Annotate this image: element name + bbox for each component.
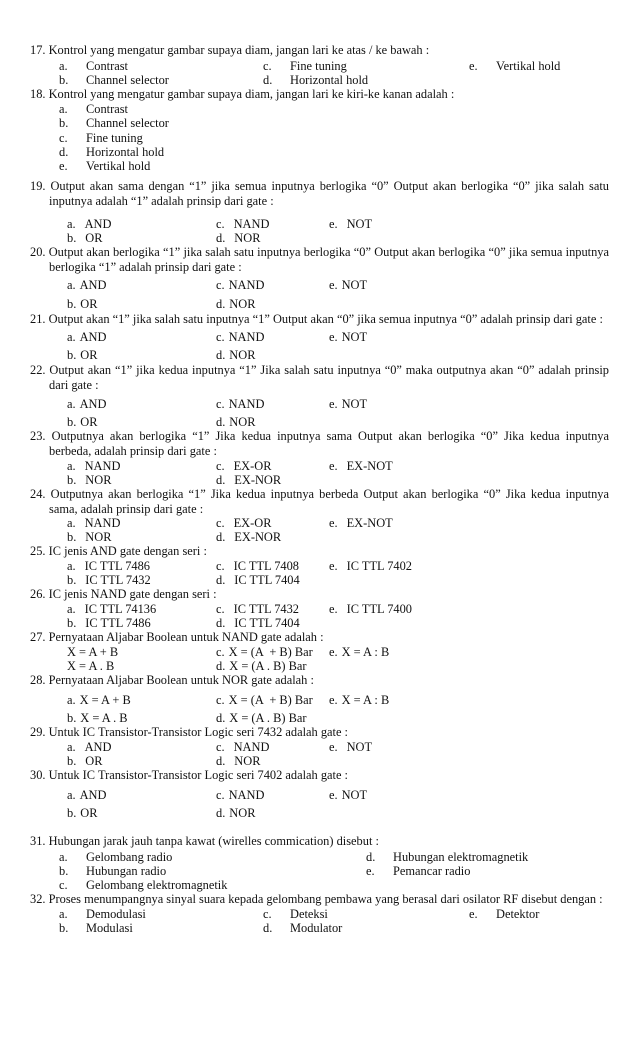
option-text: Hubungan radio (86, 864, 167, 878)
option-text: X = A : B (341, 693, 390, 707)
option-text: NOR (85, 530, 112, 544)
question-number: 23. (30, 429, 46, 443)
answer-option (469, 59, 560, 73)
answer-option (67, 330, 106, 344)
answer-option (329, 278, 367, 292)
option-letter: e. (329, 602, 338, 616)
answer-option (59, 116, 169, 130)
option-letter: c. (216, 217, 225, 231)
answer-option (67, 806, 98, 820)
option-text: Pemancar radio (393, 864, 471, 878)
option-letter: b. (59, 864, 69, 878)
option-letter: a. (67, 693, 76, 707)
answer-option (263, 59, 347, 73)
answer-option (216, 415, 255, 429)
option-letter: d. (216, 473, 226, 487)
option-letter: e. (329, 693, 338, 707)
option-letter: a. (67, 278, 76, 292)
answer-option (59, 878, 227, 892)
question-text: Output akan sama dengan “1” jika semua inputnya berlogika “0” Output akan berlogika “0” jika salah satu inputnya adalah “1” adalah prinsip dari gate : (49, 179, 609, 208)
option-text: NOR (234, 754, 261, 768)
option-letter: e. (329, 459, 338, 473)
option-text: IC TTL 74136 (84, 602, 157, 616)
option-letter: b. (67, 616, 77, 630)
answer-option (59, 907, 146, 921)
answer-option (216, 559, 299, 573)
option-text: AND (79, 330, 107, 344)
option-text: IC TTL 7400 (346, 602, 412, 616)
option-text: NOT (341, 788, 368, 802)
option-text: NOR (229, 297, 256, 311)
option-text: Contrast (86, 59, 128, 73)
option-letter: a. (67, 602, 76, 616)
answer-option (366, 850, 528, 864)
question-32 (30, 892, 609, 907)
option-letter: e. (366, 864, 375, 878)
option-letter: b. (59, 116, 69, 130)
option-text: Channel selector (86, 73, 169, 87)
option-text: Hubungan elektromagnetik (393, 850, 529, 864)
option-letter: d. (216, 348, 226, 362)
answer-option (216, 330, 264, 344)
question-text: Hubungan jarak jauh tanpa kawat (wirelles commication) disebut : (48, 834, 379, 848)
option-text: Modulasi (86, 921, 133, 935)
option-text: IC TTL 7432 (233, 602, 299, 616)
option-text: NAND (228, 788, 265, 802)
option-text: EX-OR (233, 459, 272, 473)
answer-option (216, 530, 281, 544)
option-letter: a. (67, 559, 76, 573)
option-letter: e. (329, 330, 338, 344)
option-letter: e. (329, 217, 338, 231)
option-letter: b. (67, 231, 77, 245)
option-letter: b. (67, 711, 77, 725)
option-letter: a. (67, 788, 76, 802)
option-text: AND (84, 740, 112, 754)
answer-option (59, 145, 164, 159)
answer-option (216, 711, 307, 725)
option-letter: d. (263, 73, 273, 87)
option-text: NAND (233, 217, 270, 231)
question-number: 19. (30, 179, 46, 193)
answer-option (216, 806, 255, 820)
option-letter: d. (216, 297, 226, 311)
answer-option (216, 231, 260, 245)
option-text: EX-OR (233, 516, 272, 530)
option-text: NOT (341, 278, 368, 292)
question-text: IC jenis NAND gate dengan seri : (48, 587, 217, 601)
option-text: NOR (229, 806, 256, 820)
option-letter: c. (216, 602, 225, 616)
answer-option (216, 740, 269, 754)
option-letter: b. (67, 415, 77, 429)
option-text: X = A : B (341, 645, 390, 659)
question-number: 25. (30, 544, 46, 558)
answer-option (329, 602, 412, 616)
question-text: Proses menumpangnya sinyal suara kepada gelombang pembawa yang berasal dari osilator RF disebut dengan : (48, 892, 603, 906)
option-text: X = (A . B) Bar (229, 711, 307, 725)
option-text: X = A . B (80, 711, 128, 725)
option-letter: d. (216, 806, 226, 820)
option-text: NAND (84, 459, 121, 473)
question-text: Pernyataan Aljabar Boolean untuk NAND gate adalah : (48, 630, 324, 644)
option-text: OR (80, 415, 98, 429)
option-letter: c. (216, 559, 225, 573)
question-22 (30, 363, 609, 393)
answer-option (366, 864, 470, 878)
answer-option (67, 397, 106, 411)
question-number: 31. (30, 834, 46, 848)
answer-option (216, 217, 269, 231)
option-letter: a. (59, 102, 68, 116)
answer-option (263, 73, 368, 87)
answer-option (216, 616, 300, 630)
answer-option (67, 530, 111, 544)
option-letter: c. (216, 459, 225, 473)
option-letter: a. (59, 907, 68, 921)
question-17 (30, 43, 609, 58)
answer-option (67, 711, 128, 725)
option-text: Vertikal hold (86, 159, 151, 173)
option-text: Contrast (86, 102, 128, 116)
answer-option (67, 278, 106, 292)
question-26 (30, 587, 609, 602)
question-number: 22. (30, 363, 46, 377)
option-letter: e. (329, 788, 338, 802)
answer-option (67, 231, 103, 245)
option-text: Gelombang radio (86, 850, 173, 864)
option-letter: d. (216, 711, 226, 725)
option-text: Horizontal hold (290, 73, 369, 87)
option-letter: b. (59, 921, 69, 935)
option-letter: c. (216, 330, 225, 344)
question-24 (30, 487, 609, 517)
option-text: Channel selector (86, 116, 169, 130)
answer-option (329, 788, 367, 802)
answer-option (67, 616, 151, 630)
answer-option (59, 102, 128, 116)
option-text: NAND (233, 740, 270, 754)
option-letter: a. (67, 217, 76, 231)
question-number: 24. (30, 487, 46, 501)
answer-option (67, 348, 98, 362)
option-text: AND (79, 397, 107, 411)
option-letter: a. (67, 459, 76, 473)
option-text: IC TTL 7432 (85, 573, 151, 587)
option-letter: e. (469, 907, 478, 921)
option-letter: c. (263, 907, 272, 921)
option-text: NOT (346, 740, 373, 754)
answer-option (59, 850, 172, 864)
question-text: Outputnya akan berlogika “1” Jika kedua inputnya sama Output akan berlogika “0” Jika kedua inputnya berbeda, adalah prinsip dari gate : (49, 429, 609, 458)
question-text: Kontrol yang mengatur gambar supaya diam, jangan lari ke atas / ke bawah : (48, 43, 430, 57)
answer-option (59, 921, 133, 935)
option-letter: d. (216, 530, 226, 544)
option-letter: c. (216, 278, 225, 292)
question-number: 28. (30, 673, 46, 687)
question-text: Untuk IC Transistor-Transistor Logic seri 7402 adalah gate : (48, 768, 349, 782)
option-text: OR (80, 297, 98, 311)
option-letter: e. (329, 740, 338, 754)
option-letter: d. (263, 921, 273, 935)
option-text: X = (A + B) Bar (228, 693, 313, 707)
option-letter: a. (67, 397, 76, 411)
answer-option (216, 459, 271, 473)
option-text: Fine tuning (86, 131, 143, 145)
option-text: Horizontal hold (86, 145, 165, 159)
option-letter: c. (216, 788, 225, 802)
option-letter: c. (216, 740, 225, 754)
question-text: Outputnya akan berlogika “1” Jika kedua inputnya berbeda Output akan berlogika “0” Jika kedua inputnya sama, adalah prinsip dari gate : (49, 487, 609, 516)
option-letter: b. (67, 473, 77, 487)
question-number: 26. (30, 587, 46, 601)
option-letter: e. (469, 59, 478, 73)
option-text: IC TTL 7408 (233, 559, 299, 573)
answer-option (329, 693, 389, 707)
option-letter: d. (216, 415, 226, 429)
question-number: 21. (30, 312, 46, 326)
answer-option (67, 693, 131, 707)
option-letter: c. (216, 516, 225, 530)
question-27 (30, 630, 609, 645)
question-number: 30. (30, 768, 46, 782)
answer-option (216, 278, 264, 292)
answer-option (329, 516, 393, 530)
question-text: Output akan “1” jika kedua inputnya “1” Jika salah satu inputnya “0” maka outputnya akan “0” adalah prinsip dari gate : (49, 363, 609, 392)
option-text: AND (79, 788, 107, 802)
option-letter: e. (329, 516, 338, 530)
option-letter: c. (216, 693, 225, 707)
option-letter: d. (366, 850, 376, 864)
answer-option (329, 217, 372, 231)
option-letter: c. (59, 131, 68, 145)
answer-option (59, 131, 143, 145)
question-31 (30, 834, 609, 849)
answer-option (67, 415, 98, 429)
question-30 (30, 768, 609, 783)
option-letter: e. (59, 159, 68, 173)
option-text: NOR (229, 415, 256, 429)
option-letter: a. (67, 516, 76, 530)
answer-option (216, 659, 307, 673)
answer-option (329, 559, 412, 573)
question-number: 29. (30, 725, 46, 739)
question-text: Kontrol yang mengatur gambar supaya diam, jangan lari ke kiri-ke kanan adalah : (48, 87, 455, 101)
option-letter: e. (329, 559, 338, 573)
option-text: Gelombang elektromagnetik (86, 878, 228, 892)
option-letter: a. (59, 59, 68, 73)
option-text: NAND (228, 330, 265, 344)
question-18 (30, 87, 609, 102)
answer-option (329, 740, 372, 754)
answer-option (59, 159, 150, 173)
option-text: Deteksi (290, 907, 328, 921)
option-text: EX-NOT (346, 459, 393, 473)
question-number: 27. (30, 630, 46, 644)
answer-option (67, 297, 98, 311)
answer-option (67, 473, 111, 487)
answer-option (67, 573, 151, 587)
option-text: Vertikal hold (496, 59, 561, 73)
answer-option (329, 459, 393, 473)
question-19 (30, 179, 609, 209)
answer-option (216, 693, 313, 707)
question-number: 32. (30, 892, 46, 906)
option-text: Modulator (290, 921, 343, 935)
option-text: OR (85, 231, 103, 245)
option-text: IC TTL 7404 (234, 573, 300, 587)
option-letter: c. (263, 59, 272, 73)
answer-option (216, 397, 264, 411)
question-text: Output akan “1” jika salah satu inputnya “1” Output akan “0” jika semua inputnya “0” adalah prinsip dari gate : (48, 312, 603, 326)
option-text: EX-NOR (234, 530, 282, 544)
answer-option (67, 740, 111, 754)
option-letter: a. (67, 330, 76, 344)
option-letter: c. (59, 878, 68, 892)
question-text: Pernyataan Aljabar Boolean untuk NOR gate adalah : (48, 673, 314, 687)
option-text: Fine tuning (290, 59, 347, 73)
option-letter: d. (59, 145, 69, 159)
answer-option (216, 516, 271, 530)
option-text: X = (A + B) Bar (228, 645, 313, 659)
option-text: EX-NOT (346, 516, 393, 530)
option-text: NOR (85, 473, 112, 487)
question-20 (30, 245, 609, 275)
option-text: OR (85, 754, 103, 768)
option-letter: d. (216, 573, 226, 587)
question-text: IC jenis AND gate dengan seri : (48, 544, 207, 558)
answer-option (216, 645, 313, 659)
question-29 (30, 725, 609, 740)
option-letter: e. (329, 645, 338, 659)
option-letter: c. (216, 645, 225, 659)
option-text: OR (80, 348, 98, 362)
option-letter: d. (216, 231, 226, 245)
option-letter: b. (59, 73, 69, 87)
answer-option (263, 907, 328, 921)
option-text: NOT (341, 397, 368, 411)
answer-option (216, 602, 299, 616)
option-text: X = A + B (67, 645, 119, 659)
answer-option (469, 907, 539, 921)
option-text: AND (79, 278, 107, 292)
option-text: Detektor (496, 907, 540, 921)
option-letter: d. (216, 754, 226, 768)
question-23 (30, 429, 609, 459)
option-text: X = (A . B) Bar (229, 659, 307, 673)
question-number: 17. (30, 43, 46, 57)
option-letter: a. (67, 740, 76, 754)
option-letter: c. (216, 397, 225, 411)
answer-option (216, 473, 281, 487)
option-letter: e. (329, 278, 338, 292)
option-text: NOT (346, 217, 373, 231)
answer-option (329, 397, 367, 411)
option-text: X = A + B (79, 693, 131, 707)
question-number: 18. (30, 87, 46, 101)
question-28 (30, 673, 609, 688)
answer-option (67, 788, 106, 802)
option-text: IC TTL 7486 (85, 616, 151, 630)
answer-option (329, 645, 389, 659)
question-number: 20. (30, 245, 46, 259)
option-text: X = A . B (67, 659, 115, 673)
question-text: Output akan berlogika “1” jika salah satu inputnya berlogika “0” Output akan berlogika “0” jika semua inputnya berlogika “1” adalah prinsip dari gate : (48, 245, 609, 274)
option-text: OR (80, 806, 98, 820)
option-text: NAND (84, 516, 121, 530)
option-text: Demodulasi (86, 907, 146, 921)
answer-option (59, 864, 166, 878)
option-letter: b. (67, 754, 77, 768)
option-letter: b. (67, 297, 77, 311)
answer-option (67, 602, 156, 616)
answer-option (216, 348, 255, 362)
option-text: IC TTL 7404 (234, 616, 300, 630)
option-text: IC TTL 7486 (84, 559, 150, 573)
answer-option (263, 921, 342, 935)
answer-option (216, 788, 264, 802)
answer-option (216, 573, 300, 587)
option-text: NOT (341, 330, 368, 344)
option-text: NAND (228, 397, 265, 411)
question-25 (30, 544, 609, 559)
option-text: NOR (229, 348, 256, 362)
answer-option (67, 754, 103, 768)
answer-option (59, 73, 169, 87)
question-text: Untuk IC Transistor-Transistor Logic seri 7432 adalah gate : (48, 725, 349, 739)
option-letter: a. (59, 850, 68, 864)
answer-option (67, 516, 120, 530)
answer-option (216, 754, 260, 768)
option-letter: d. (216, 616, 226, 630)
option-text: AND (84, 217, 112, 231)
answer-option (67, 659, 114, 673)
option-letter: b. (67, 348, 77, 362)
option-letter: b. (67, 530, 77, 544)
option-text: IC TTL 7402 (346, 559, 412, 573)
option-letter: b. (67, 806, 77, 820)
question-21 (30, 312, 609, 327)
option-text: NOR (234, 231, 261, 245)
option-text: NAND (228, 278, 265, 292)
option-letter: b. (67, 573, 77, 587)
answer-option (67, 645, 118, 659)
option-letter: e. (329, 397, 338, 411)
answer-option (67, 217, 111, 231)
answer-option (67, 559, 150, 573)
answer-option (216, 297, 255, 311)
option-text: EX-NOR (234, 473, 282, 487)
option-letter: d. (216, 659, 226, 673)
answer-option (59, 59, 128, 73)
answer-option (329, 330, 367, 344)
answer-option (67, 459, 120, 473)
